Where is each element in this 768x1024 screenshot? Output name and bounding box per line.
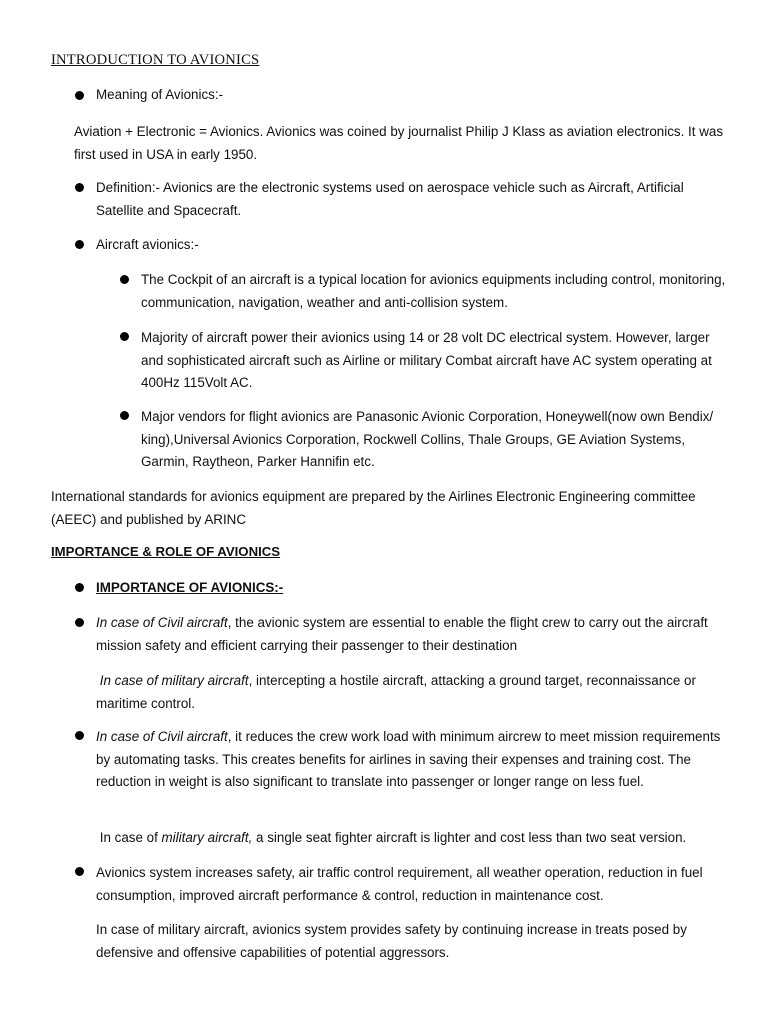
safety-paragraph: Avionics system increases safety, air traffic control requirement, all weather operation, reduction in fuel consumption, improved aircraft performance & control, reduction in maintenance cost. [96, 865, 703, 903]
importance-label: IMPORTANCE OF AVIONICS:- [96, 580, 284, 595]
bullet-icon [75, 867, 84, 876]
bullet-icon [120, 275, 129, 284]
bullet-icon [120, 332, 129, 341]
military-paragraph-2: In case of military aircraft, a single seat fighter aircraft is lighter and cost less than two seat version. [99, 830, 687, 845]
meaning-paragraph: Aviation + Electronic = Avionics. Avionics was coined by journalist Philip J Klass as aviation electronics. It was first used in USA in early 1950. [74, 124, 724, 162]
vendors-paragraph: Major vendors for flight avionics are Panasonic Avionic Corporation, Honeywell(now own Bendix/ king),Universal Avionics Corporation, Rockwell Collins, Thale Groups, GE Aviation Systems, Garmin, Raytheon, Parker Hannifin etc. [141, 409, 714, 469]
military-paragraph-3: In case of military aircraft, avionics system provides safety by continuing increase in treats posed by defensive and offensive capabilities of potential aggressors. [96, 922, 687, 960]
bullet-icon [75, 583, 84, 592]
standards-paragraph: International standards for avionics equipment are prepared by the Airlines Electronic Engineering committee (AEEC) and published by ARINC [51, 489, 696, 527]
power-paragraph: Majority of aircraft power their avionics using 14 or 28 volt DC electrical system. However, larger and sophisticated aircraft such as Airline or military Combat aircraft have AC system operating at 400Hz 115Volt AC. [141, 330, 712, 390]
aircraft-avionics-label: Aircraft avionics:- [96, 237, 199, 252]
bullet-icon [75, 618, 84, 627]
civil-paragraph-2: In case of Civil aircraft, it reduces the crew work load with minimum aircrew to meet mission requirements by automating tasks. This creates benefits for airlines in saving their expenses and training cost. The reduction in weight is also significant to translate into passenger or longer range on less fuel. [96, 729, 721, 789]
cockpit-paragraph: The Cockpit of an aircraft is a typical location for avionics equipments including control, monitoring, communication, navigation, weather and anti-collision system. [141, 272, 726, 310]
civil-paragraph-1: In case of Civil aircraft, the avionic system are essential to enable the flight crew to carry out the aircraft mission safety and efficient carrying their passenger to their destination [96, 615, 708, 653]
definition-paragraph: Definition:- Avionics are the electronic systems used on aerospace vehicle such as Aircraft, Artificial Satellite and Spacecraft. [96, 180, 684, 218]
meaning-label: Meaning of Avionics:- [96, 87, 224, 102]
bullet-icon [75, 731, 84, 740]
bullet-icon [120, 411, 129, 420]
bullet-icon [75, 91, 84, 100]
military-paragraph-1: In case of military aircraft, intercepting a hostile aircraft, attacking a ground target, reconnaissance or maritime control. [96, 673, 696, 711]
page-title: INTRODUCTION TO AVIONICS [51, 52, 260, 68]
bullet-icon [75, 240, 84, 249]
section-title: IMPORTANCE & ROLE OF AVIONICS [51, 544, 281, 559]
bullet-icon [75, 183, 84, 192]
